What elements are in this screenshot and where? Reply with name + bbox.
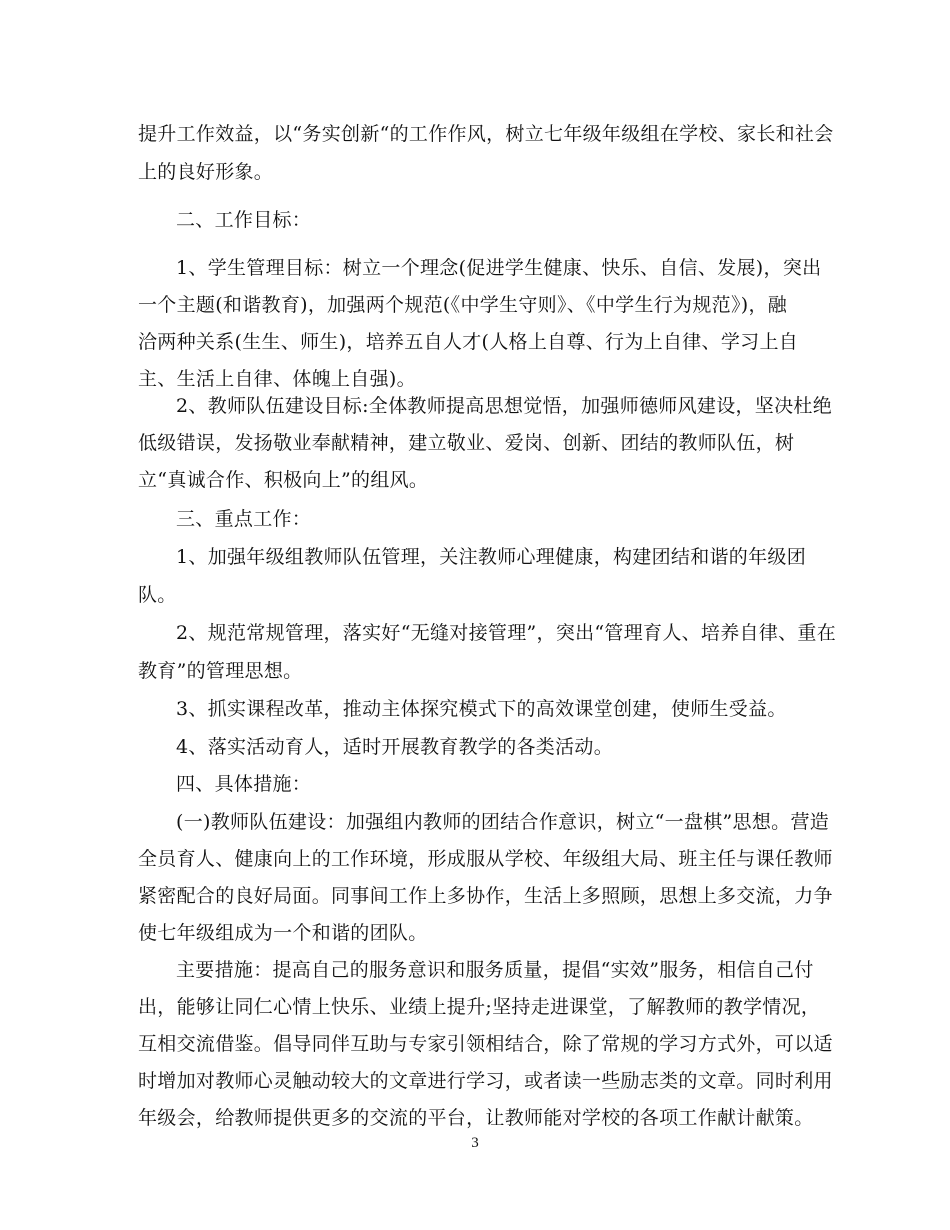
- section-heading: 二、工作目标：: [176, 209, 312, 231]
- text-line: 1、学生管理目标：树立一个理念(促进学生健康、快乐、自信、发展)，突出: [176, 257, 822, 279]
- section-heading: 四、具体措施：: [176, 773, 312, 795]
- text-line: 时增加对教师心灵触动较大的文章进行学习，或者读一些励志类的文章。同时利用: [138, 1070, 833, 1092]
- section-heading: 三、重点工作：: [176, 508, 312, 530]
- text-line: 年级会，给教师提供更多的交流的平台，让教师能对学校的各项工作献计献策。: [138, 1107, 814, 1129]
- text-line: 教育”的管理思想。: [138, 660, 303, 682]
- text-line: 立“真诚合作、积极向上”的组风。: [138, 469, 429, 491]
- text-line: 队。: [138, 584, 177, 606]
- text-line: 全员育人、健康向上的工作环境，形成服从学校、年级组大局、班主任与课任教师: [138, 848, 833, 870]
- text-line: 互相交流借鉴。倡导同伴互助与专家引领相结合，除了常规的学习方式外，可以适: [138, 1033, 833, 1055]
- text-line: 主、生活上自律、体魄上自强)。: [138, 368, 416, 390]
- text-line: 2、教师队伍建设目标:全体教师提高思想觉悟，加强师德师风建设，坚决杜绝: [176, 395, 832, 417]
- text-line: 出，能够让同仁心情上快乐、业绩上提升;坚持走进课堂，了解教师的教学情况，: [138, 996, 821, 1018]
- text-line: 3、抓实课程改革，推动主体探究模式下的高效课堂创建，使师生受益。: [176, 698, 787, 720]
- text-line: 4、落实活动育人，适时开展教育教学的各类活动。: [176, 736, 613, 758]
- text-line: (一)教师队伍建设：加强组内教师的团结合作意识，树立“一盘棋”思想。营造: [176, 811, 830, 833]
- text-line: 低级错误，发扬敬业奉献精神，建立敬业、爱岗、创新、团结的教师队伍，树: [138, 432, 795, 454]
- text-line: 使七年级组成为一个和谐的团队。: [138, 922, 428, 944]
- text-line: 提升工作效益，以“务实创新“的工作作风，树立七年级年级组在学校、家长和社会: [138, 123, 834, 145]
- text-line: 洽两种关系(生生、师生)，培养五自人才(人格上自尊、行为上自律、学习上自: [138, 331, 799, 353]
- text-line: 紧密配合的良好局面。同事间工作上多协作，生活上多照顾，思想上多交流，力争: [138, 885, 833, 907]
- page-number: 3: [471, 1135, 479, 1151]
- text-line: 1、加强年级组教师队伍管理，关注教师心理健康，构建团结和谐的年级团: [176, 546, 806, 568]
- text-line: 上的良好形象。: [138, 161, 274, 183]
- text-line: 一个主题(和谐教育)，加强两个规范(《中学生守则》、《中学生行为规范》)，融: [138, 294, 788, 316]
- text-line: 主要措施：提高自己的服务意识和服务质量，提倡“实效”服务，相信自己付: [176, 959, 814, 981]
- text-line: 2、规范常规管理，落实好“无缝对接管理”，突出“管理育人、培养自律、重在: [176, 622, 837, 644]
